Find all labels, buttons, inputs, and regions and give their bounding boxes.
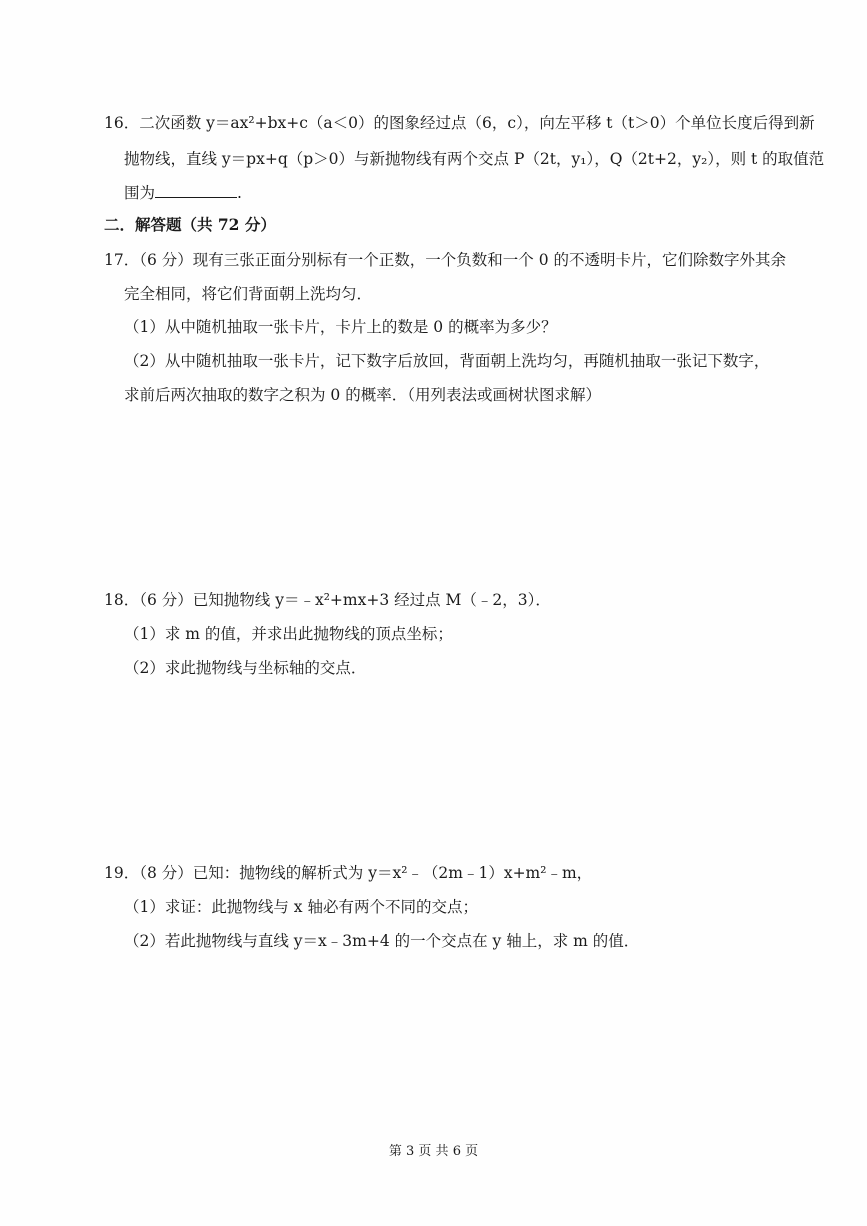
q17-part2-line1: （2）从中随机抽取一张卡片，记下数字后放回，背面朝上洗均匀，再随机抽取一张记下数字，	[124, 352, 770, 370]
q16-line3-end: .	[237, 184, 242, 202]
q19-part1: （1）求证：此抛物线与 x 轴必有两个不同的交点；	[124, 898, 478, 916]
answer-blank	[155, 181, 237, 198]
q17-part2-line2: 求前后两次抽取的数字之积为 0 的概率．（用列表法或画树状图求解）	[124, 386, 601, 404]
q19-part2: （2）若此抛物线与直线 y＝x﹣3m+4 的一个交点在 y 轴上，求 m 的值．	[124, 932, 640, 950]
q18-line1: 18．（6 分）已知抛物线 y＝﹣x²+mx+3 经过点 M（﹣2，3）．	[104, 591, 551, 609]
q16-line3	[124, 181, 242, 203]
q19-line1: 19．（8 分）已知：抛物线的解析式为 y＝x²﹣（2m﹣1）x+m²﹣m，	[104, 864, 593, 882]
q17-line1: 17．（6 分）现有三张正面分别标有一个正数，一个负数和一个 0 的不透明卡片，它们除数字外其余	[104, 251, 786, 269]
q17-part1: （1）从中随机抽取一张卡片，卡片上的数是 0 的概率为多少？	[124, 318, 557, 336]
q17-line2: 完全相同，将它们背面朝上洗均匀．	[124, 285, 373, 303]
q18-part1: （1）求 m 的值，并求出此抛物线的顶点坐标；	[124, 625, 453, 643]
q16-line1: 16．二次函数 y＝ax²+bx+c（a＜0）的图象经过点（6，c），向左平移 t（t＞0）个单位长度后得到新	[104, 114, 815, 132]
section-title: 二．解答题（共 72 分）	[104, 215, 276, 234]
page-footer: 第 3 页 共 6 页	[388, 1144, 479, 1159]
q16-line3-text: 围为	[124, 184, 156, 202]
q18-part2: （2）求此抛物线与坐标轴的交点．	[124, 659, 367, 677]
q16-line2: 抛物线，直线 y＝px+q（p＞0）与新抛物线有两个交点 P（2t，y₁），Q（2t+2，y₂），则 t 的取值范	[124, 150, 825, 168]
